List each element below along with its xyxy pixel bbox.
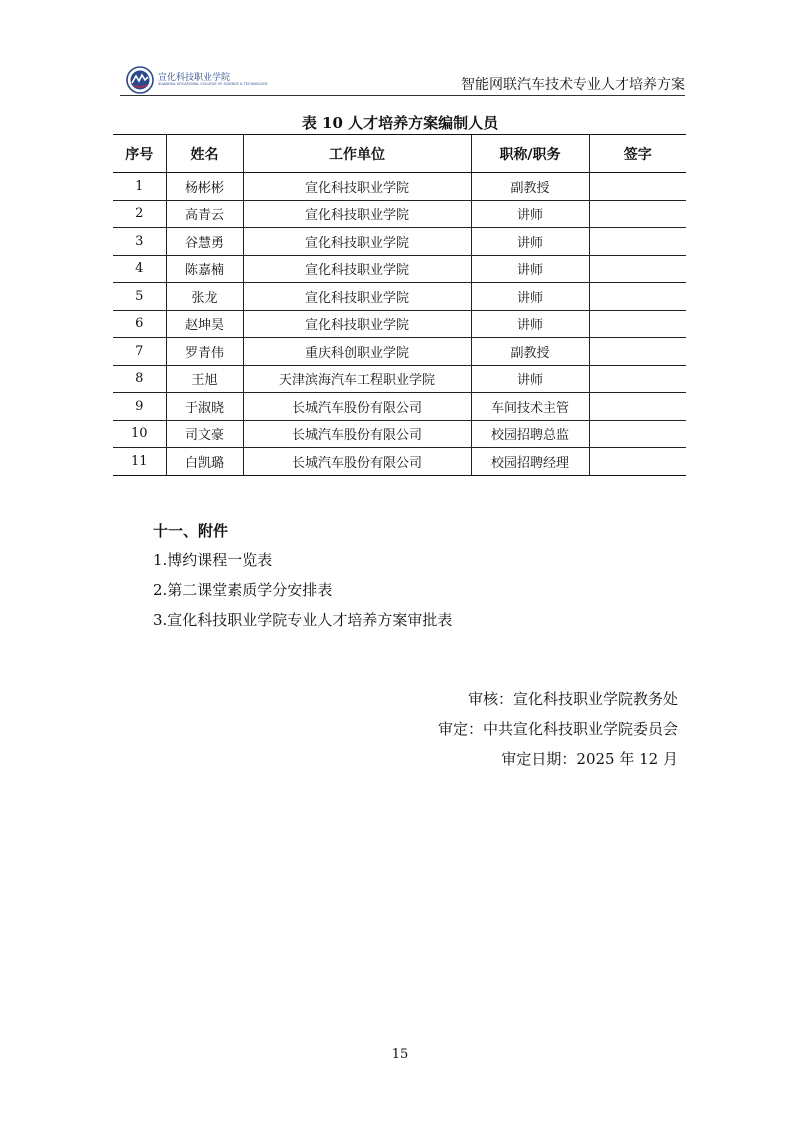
cell-title: 车间技术主管 [471, 393, 589, 421]
table-row [113, 283, 686, 311]
cell-workplace: 宣化科技职业学院 [243, 228, 471, 256]
cell-workplace: 宣化科技职业学院 [243, 283, 471, 311]
document-title: 智能网联汽车技术专业人才培养方案 [461, 77, 685, 93]
cell-name: 司文豪 [166, 420, 243, 448]
cell-title: 讲师 [471, 228, 589, 256]
cell-name: 赵坤昊 [166, 310, 243, 338]
section-title-attachments: 十一、附件 [153, 522, 229, 540]
cell-index: 5 [113, 283, 166, 311]
cell-signature [589, 200, 686, 228]
cell-title: 讲师 [471, 255, 589, 283]
table-row [113, 255, 686, 283]
college-logo-subtext: XUANHUA VOCATIONAL COLLEGE OF SCIENCE & TECHNOLOGY [158, 82, 268, 86]
attachment-item: 1.博约课程一览表 [153, 551, 273, 569]
cell-signature [589, 228, 686, 256]
table-row [113, 173, 686, 201]
cell-workplace: 长城汽车股份有限公司 [243, 393, 471, 421]
cell-index: 1 [113, 173, 166, 201]
approval-date-line: 审定日期：2025 年 12 月 [501, 750, 678, 768]
cell-workplace: 宣化科技职业学院 [243, 310, 471, 338]
cell-name: 陈嘉楠 [166, 255, 243, 283]
cell-index: 10 [113, 420, 166, 448]
cell-name: 张龙 [166, 283, 243, 311]
table-caption: 表 10 人才培养方案编制人员 [301, 114, 499, 132]
page-number: 15 [391, 1047, 409, 1062]
cell-signature [589, 283, 686, 311]
college-logo-text: 宣化科技职业学院 [158, 73, 231, 83]
cell-signature [589, 420, 686, 448]
cell-index: 4 [113, 255, 166, 283]
table-row [113, 338, 686, 366]
table-row [113, 393, 686, 421]
cell-index: 8 [113, 365, 166, 393]
table-row [113, 365, 686, 393]
cell-workplace: 天津滨海汽车工程职业学院 [243, 365, 471, 393]
column-header-signature: 签字 [589, 135, 686, 173]
table-row [113, 310, 686, 338]
cell-title: 讲师 [471, 310, 589, 338]
cell-title: 校园招聘总监 [471, 420, 589, 448]
cell-signature [589, 393, 686, 421]
cell-workplace: 宣化科技职业学院 [243, 255, 471, 283]
cell-title: 副教授 [471, 173, 589, 201]
approver-line: 审定：中共宣化科技职业学院委员会 [437, 720, 678, 738]
cell-title: 副教授 [471, 338, 589, 366]
cell-name: 王旭 [166, 365, 243, 393]
cell-workplace: 宣化科技职业学院 [243, 173, 471, 201]
cell-title: 讲师 [471, 200, 589, 228]
column-header-title: 职称/职务 [471, 135, 589, 173]
cell-workplace: 宣化科技职业学院 [243, 200, 471, 228]
reviewer-line: 审核：宣化科技职业学院教务处 [467, 690, 678, 708]
cell-signature [589, 310, 686, 338]
cell-index: 6 [113, 310, 166, 338]
page-header [120, 62, 685, 96]
table-row [113, 420, 686, 448]
cell-name: 罗青伟 [166, 338, 243, 366]
cell-name: 高青云 [166, 200, 243, 228]
cell-signature [589, 173, 686, 201]
staff-table [113, 134, 686, 476]
cell-signature [589, 255, 686, 283]
cell-index: 2 [113, 200, 166, 228]
cell-name: 杨彬彬 [166, 173, 243, 201]
cell-index: 11 [113, 448, 166, 476]
cell-title: 校园招聘经理 [471, 448, 589, 476]
cell-workplace: 长城汽车股份有限公司 [243, 448, 471, 476]
table-row [113, 448, 686, 476]
table-row [113, 228, 686, 256]
cell-title: 讲师 [471, 365, 589, 393]
cell-title: 讲师 [471, 283, 589, 311]
cell-name: 白凯璐 [166, 448, 243, 476]
cell-index: 7 [113, 338, 166, 366]
table-row [113, 200, 686, 228]
cell-name: 谷慧勇 [166, 228, 243, 256]
table-header-row [113, 135, 686, 173]
cell-index: 3 [113, 228, 166, 256]
cell-workplace: 长城汽车股份有限公司 [243, 420, 471, 448]
column-header-workplace: 工作单位 [243, 135, 471, 173]
cell-signature [589, 338, 686, 366]
college-logo-icon [126, 66, 154, 94]
cell-signature [589, 448, 686, 476]
attachment-item: 3.宣化科技职业学院专业人才培养方案审批表 [153, 611, 453, 629]
cell-name: 于淑晓 [166, 393, 243, 421]
cell-signature [589, 365, 686, 393]
column-header-name: 姓名 [166, 135, 243, 173]
column-header-index: 序号 [113, 135, 166, 173]
cell-workplace: 重庆科创职业学院 [243, 338, 471, 366]
attachment-item: 2.第二课堂素质学分安排表 [153, 581, 333, 599]
cell-index: 9 [113, 393, 166, 421]
table-body [113, 173, 686, 476]
